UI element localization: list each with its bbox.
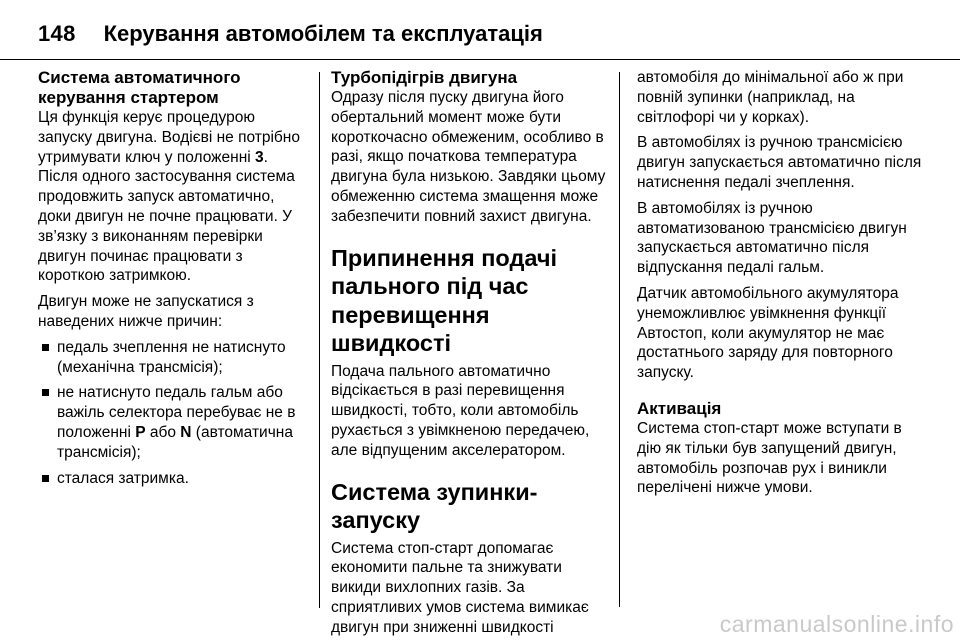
column-divider bbox=[619, 72, 620, 607]
page-number: 148 bbox=[38, 21, 76, 46]
section-heading-starter: Система автоматичного керування стартером bbox=[38, 68, 241, 107]
column-divider bbox=[319, 72, 320, 608]
page-title: Керування автомобілем та експлуатація bbox=[103, 21, 543, 46]
page-header bbox=[38, 14, 543, 54]
paragraph bbox=[38, 108, 310, 286]
list-item: педаль зчеплення не натиснуто (механічна трансмісія); bbox=[38, 338, 310, 378]
text: Ця функція керує процедурою запуску двигуна. Водієві не потрібно утримувати ключ у положенні bbox=[38, 109, 300, 166]
bullet-list bbox=[38, 338, 310, 489]
gear-p: P bbox=[135, 423, 146, 441]
text: (автоматична трансмісія); bbox=[57, 423, 293, 461]
section-heading-stop-start: Система зупинки-запуску bbox=[331, 478, 538, 534]
gear-n: N bbox=[180, 423, 192, 441]
section-heading-fuel-cutoff: Припинення подачі пального під час перевищення швидкості bbox=[331, 244, 558, 357]
paragraph: В автомобілях із ручною автоматизованою трансмісією двигун запускається автоматично після відпускання педалі гальм. bbox=[637, 199, 907, 277]
paragraph: Подача пального автоматично відсікається в разі перевищення швидкості, тобто, коли автомобіль рухається з увімкненою передачею, але відпущеним акселератором. bbox=[331, 362, 590, 459]
list-item: сталася затримка. bbox=[38, 469, 310, 489]
paragraph: В автомобілях із ручною трансмісією двигун запускається автоматично після натиснення педалі зчеплення. bbox=[637, 134, 922, 191]
text: або bbox=[145, 423, 181, 441]
header-rule bbox=[0, 59, 960, 60]
paragraph: Система стоп-старт допомагає економити пальне та знижувати викиди вихлопних газів. За сприятливих умов система вимикає двигун при зниженні швидкості bbox=[331, 539, 589, 636]
paragraph: автомобіля до мінімальної або ж при повній зупинки (наприклад, на світлофорі чи у корках). bbox=[637, 69, 904, 126]
text: не натиснуто педаль гальм або важіль селектора перебуває не в положенні bbox=[57, 384, 296, 441]
column-1 bbox=[38, 68, 310, 494]
section-heading-turbo: Турбопідігрів двигуна bbox=[331, 68, 518, 87]
paragraph: Система стоп-старт може вступати в дію як тільки був запущений двигун, автомобіль розпочав рух і виникли перелічені нижче умови. bbox=[637, 419, 902, 497]
column-3 bbox=[637, 68, 927, 498]
paragraph: Одразу після пуску двигуна його обертальний момент може бути короткочасно обмеженим, особливо в разі, якщо початкова температура двигуна була низькою. Завдяки цьому обмеженню система змащення може забезпечити повний захист двигуна. bbox=[331, 89, 606, 225]
list-item bbox=[38, 383, 310, 462]
paragraph: Датчик автомобільного акумулятора унеможливлює увімкнення функції Автостоп, коли акумулятор не має достатнього заряду для повторного запуску. bbox=[637, 284, 899, 382]
text: . Після одного застосування система продовжить запуск автоматично, доки двигун не почне працювати. У зв’язку з виконанням перевірки двигун починає працювати з короткою затримкою. bbox=[38, 148, 295, 285]
paragraph: Двигун може не запускатися з наведених нижче причин: bbox=[38, 293, 254, 330]
watermark: carmanualsonline.info bbox=[719, 611, 954, 637]
key-position: 3 bbox=[255, 148, 264, 166]
section-heading-activation: Активація bbox=[637, 398, 722, 418]
column-2 bbox=[331, 68, 608, 638]
